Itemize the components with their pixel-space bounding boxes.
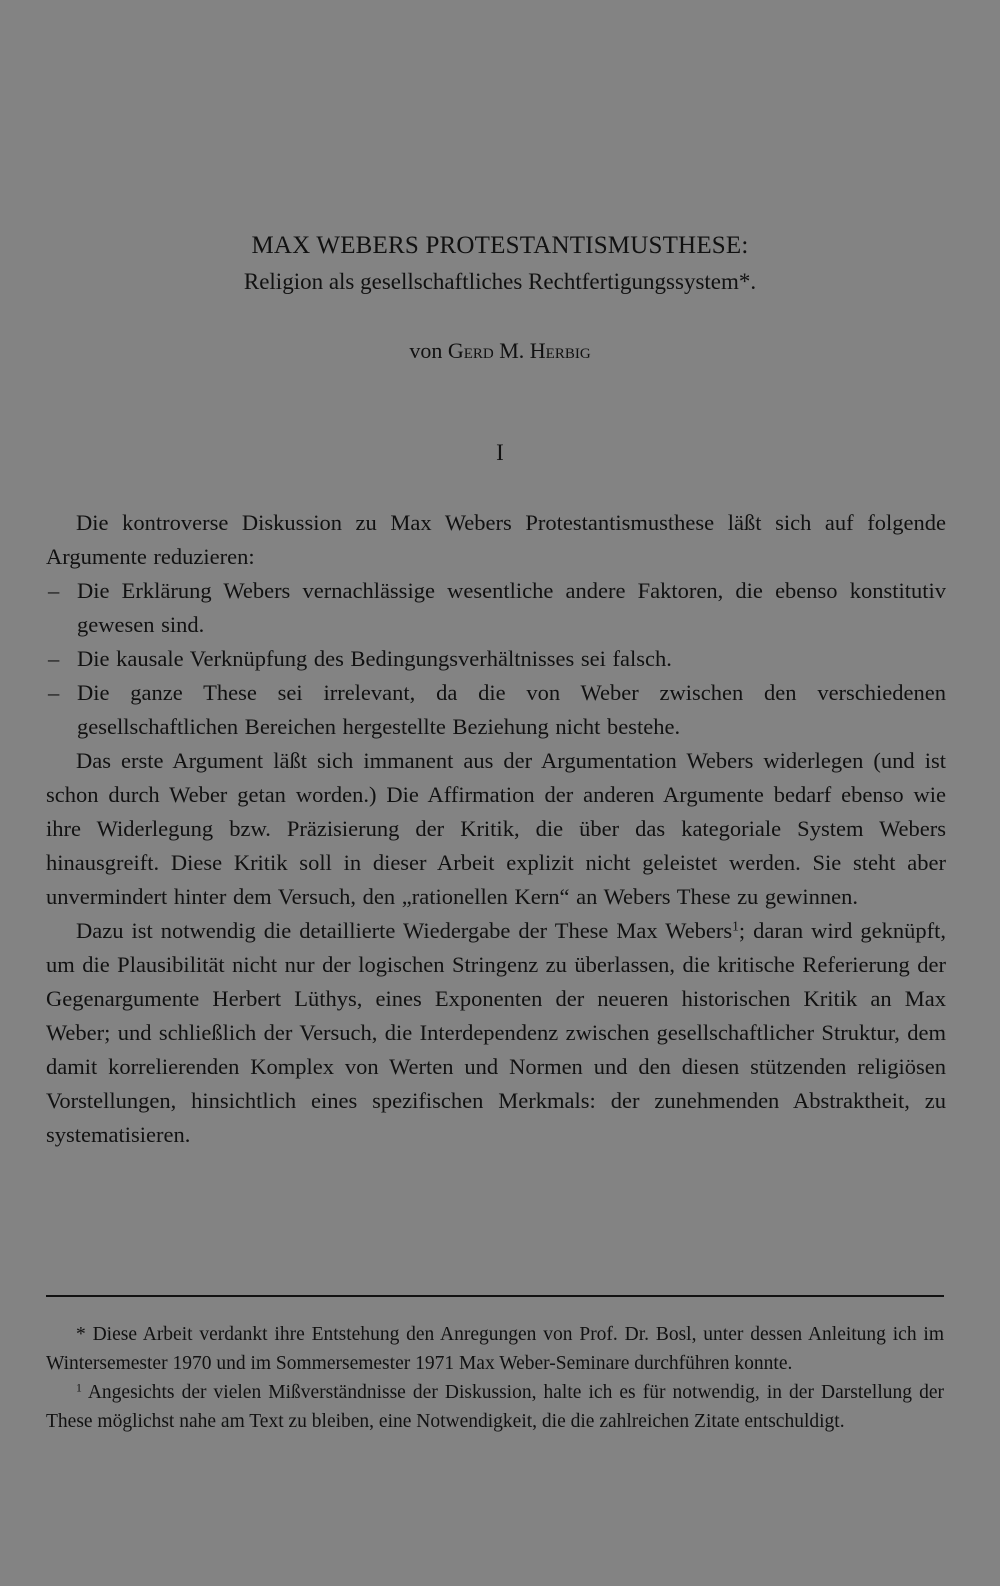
argument-text: Die ganze These sei irrelevant, da die von Weber zwischen den verschiedenen gesellschaftlichen Bereichen hergestellte Beziehung nicht bestehe.	[77, 680, 946, 739]
paragraph-3-text-b: ; daran wird geknüpft, um die Plausibilität nicht nur der logischen Stringenz zu überlassen, die kritische Referierung der Gegenargumente Herbert Lüthys, eines Exponenten der neueren historischen Kritik an Max Weber; und schließlich der Versuch, die Interdependenz zwischen gesellschaftlicher Struktur, dem damit korrelierenden Komplex von Werten und Normen und den diesen stützenden religiösen Vorstellungen, hinsichtlich eines spezifischen Merkmals: der zunehmenden Abstraktheit, zu systematisieren.	[46, 918, 946, 1147]
dash-bullet: –	[48, 680, 60, 705]
footnotes	[46, 1320, 944, 1436]
argument-list	[46, 574, 946, 744]
dash-bullet: –	[48, 578, 60, 603]
footnote-1	[46, 1320, 944, 1378]
footnote-reference[interactable]: 1	[732, 918, 739, 934]
author-name: Gerd M. Herbig	[447, 338, 591, 363]
footnote-text: Angesichts der vielen Mißverständnisse der Diskussion, halte ich es für notwendig, in der Darstellung der These möglichst nahe am Text zu bleiben, eine Notwendigkeit, die die zahlreichen Zitate entschuldigt.	[46, 1382, 944, 1432]
section-number: I	[496, 440, 504, 465]
body-text	[46, 506, 946, 1152]
footnote-2	[46, 1378, 944, 1436]
argument-item	[46, 642, 946, 676]
article-title: MAX WEBERS PROTESTANTISMUSTHESE:	[251, 232, 749, 259]
paragraph-3-text-a: Dazu ist notwendig die detaillierte Wiedergabe der These Max Webers	[76, 918, 733, 943]
footnote-divider	[46, 1295, 944, 1297]
author-line	[0, 338, 1000, 364]
footnote-mark: *	[76, 1324, 86, 1345]
footnote-text: Diese Arbeit verdankt ihre Entstehung den Anregungen von Prof. Dr. Bosl, unter dessen Anleitung ich im Wintersemester 1970 und im Sommersemester 1971 Max Weber-Seminare durchführen konnte.	[46, 1324, 944, 1374]
argument-text: Die kausale Verknüpfung des Bedingungsverhältnisses sei falsch.	[77, 646, 672, 671]
paragraph-3	[46, 914, 946, 1152]
paragraph-2: Das erste Argument läßt sich immanent aus der Argumentation Webers widerlegen (und ist schon durch Weber getan worden.) Die Affirmation der anderen Argumente bedarf ebenso wie ihre Widerlegung bzw. Präzisierung der Kritik, die über das kategoriale System Webers hinausgreift. Diese Kritik soll in dieser Arbeit explizit nicht geleistet werden. Sie steht aber unvermindert hinter dem Versuch, den „rationellen Kern“ an Webers These zu gewinnen.	[46, 748, 946, 909]
article-subtitle: Religion als gesellschaftliches Rechtfertigungssystem*.	[243, 269, 757, 294]
intro-paragraph: Die kontroverse Diskussion zu Max Webers Protestantismusthese läßt sich auf folgende Argumente reduzieren:	[46, 510, 946, 569]
footnote-mark: 1	[76, 1381, 82, 1395]
dash-bullet: –	[48, 646, 60, 671]
argument-item	[46, 676, 946, 744]
argument-text: Die Erklärung Webers vernachlässige wesentliche andere Faktoren, die ebenso konstitutiv gewesen sind.	[77, 578, 946, 637]
argument-item	[46, 574, 946, 642]
author-prefix: von	[409, 338, 448, 363]
